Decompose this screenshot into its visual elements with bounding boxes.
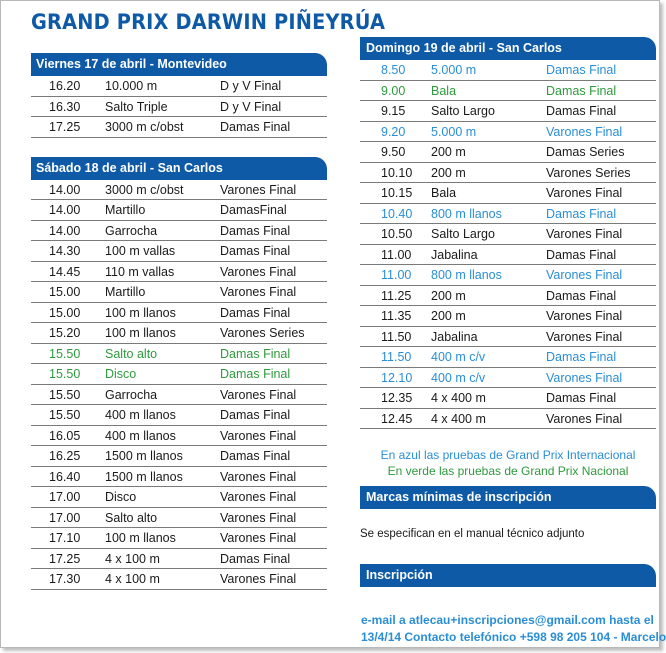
event-category: Varones Final	[220, 285, 297, 299]
event-name: 200 m	[431, 165, 466, 180]
inscripcion-line-1[interactable]: e-mail a atlecau+inscripciones@gmail.com hasta el	[361, 613, 654, 627]
event-time: 9.20	[381, 124, 406, 139]
event-time: 14.45	[49, 264, 81, 279]
event-category: Damas Final	[220, 346, 291, 361]
event-category: Varones Series	[546, 165, 631, 180]
legend-green-text: En verde las pruebas de Grand Prix Nacional	[387, 464, 629, 478]
table-row	[31, 446, 327, 467]
event-category: D y V Final	[220, 79, 282, 93]
table-row	[360, 81, 656, 102]
event-name: Salto Largo	[431, 227, 495, 241]
event-category: Damas Final	[220, 305, 291, 320]
table-row	[31, 344, 327, 365]
event-category: Varones Final	[220, 428, 297, 443]
table-row	[31, 467, 327, 488]
table-row	[31, 487, 327, 508]
event-time: 12.45	[381, 411, 413, 426]
table-row	[360, 224, 656, 245]
table-row	[360, 347, 656, 368]
event-name: 10.000 m	[105, 79, 158, 93]
table-row	[31, 549, 327, 570]
table-row	[31, 323, 327, 344]
event-name: Bala	[431, 186, 457, 200]
event-category: D y V Final	[220, 99, 282, 114]
event-category: Varones Final	[546, 124, 623, 139]
event-name: 100 m llanos	[105, 326, 176, 340]
event-time: 11.00	[381, 247, 412, 262]
table-row	[31, 385, 327, 406]
event-category: Varones Series	[220, 326, 305, 340]
color-legend	[360, 447, 656, 479]
event-name: Disco	[105, 490, 137, 504]
inscripcion-line-2: 13/4/14 Contacto telefónico +598 98 205 104 - Marcelo	[361, 630, 666, 644]
event-name: 100 m vallas	[105, 244, 176, 258]
event-name: 3000 m c/obst	[105, 182, 184, 197]
event-category: Damas Final	[220, 244, 291, 258]
event-time: 10.50	[381, 227, 413, 241]
section-header-inscripcion: Inscripción	[360, 564, 656, 587]
table-row	[31, 528, 327, 549]
table-row	[31, 241, 327, 262]
event-time: 15.50	[49, 367, 81, 381]
table-row	[31, 405, 327, 426]
event-name: Bala	[431, 83, 457, 98]
event-time: 15.00	[49, 285, 81, 299]
event-name: 400 m c/v	[431, 350, 486, 364]
table-row	[360, 327, 656, 348]
event-time: 10.40	[381, 206, 413, 221]
page-title: GRAND PRIX DARWIN PIÑEYRÚA	[31, 10, 386, 34]
marcas-text: Se especifican en el manual técnico adjunto	[360, 528, 585, 540]
event-category: Damas Final	[220, 367, 291, 381]
event-name: 200 m	[431, 288, 466, 303]
event-name: Garrocha	[105, 223, 158, 238]
event-category: Damas Final	[220, 223, 291, 238]
event-time: 15.50	[49, 346, 81, 361]
table-row	[360, 409, 656, 430]
event-name: Salto alto	[105, 510, 158, 525]
event-time: 16.30	[49, 99, 81, 114]
table-row	[360, 122, 656, 143]
event-time: 8.50	[381, 63, 406, 77]
table-row	[360, 142, 656, 163]
table-row	[360, 101, 656, 122]
section-header-domingo: Domingo 19 de abril - San Carlos	[360, 37, 656, 60]
event-name: 110 m vallas	[105, 264, 175, 279]
event-time: 11.50	[381, 350, 412, 364]
event-name: Salto Triple	[105, 99, 168, 114]
event-time: 11.50	[381, 329, 412, 344]
event-category: Varones Final	[220, 387, 297, 402]
event-time: 15.00	[49, 305, 81, 320]
event-category: Varones Final	[220, 264, 297, 279]
table-row	[31, 76, 327, 97]
event-name: 4 x 100 m	[105, 572, 160, 586]
event-category: Damas Final	[220, 408, 291, 422]
event-name: 100 m llanos	[105, 531, 176, 545]
table-row	[360, 368, 656, 389]
event-name: 800 m llanos	[431, 268, 502, 282]
table-row	[31, 426, 327, 447]
event-time: 16.40	[49, 469, 81, 484]
event-time: 17.00	[49, 490, 81, 504]
event-time: 11.35	[381, 309, 412, 323]
event-category: Varones Final	[546, 186, 623, 200]
event-time: 15.50	[49, 387, 81, 402]
event-name: Salto Largo	[431, 104, 495, 118]
schedule-table-sabado	[31, 180, 327, 590]
event-category: Varones Final	[220, 469, 297, 484]
event-name: 400 m llanos	[105, 408, 176, 422]
event-name: 3000 m c/obst	[105, 120, 184, 134]
event-time: 9.15	[381, 104, 406, 118]
event-category: Varones Final	[220, 510, 297, 525]
right-column	[360, 37, 656, 429]
event-time: 14.00	[49, 203, 81, 217]
event-time: 11.00	[381, 268, 412, 282]
event-category: Varones Final	[220, 572, 297, 586]
event-name: Martillo	[105, 203, 146, 217]
event-category: Damas Final	[546, 391, 617, 405]
event-category: Varones Final	[546, 227, 623, 241]
section-header-marcas: Marcas mínimas de inscripción	[360, 486, 656, 509]
left-column	[31, 53, 327, 590]
schedule-table-domingo	[360, 60, 656, 429]
event-name: 800 m llanos	[431, 206, 502, 221]
table-row	[360, 204, 656, 225]
legend-blue-text: En azul las pruebas de Grand Prix Internacional	[380, 448, 636, 462]
event-time: 10.15	[381, 186, 413, 200]
event-name: Jabalina	[431, 247, 478, 262]
table-row	[31, 117, 327, 138]
event-time: 14.00	[49, 182, 81, 197]
section-header-sabado: Sábado 18 de abril - San Carlos	[31, 157, 327, 180]
table-row	[31, 569, 327, 590]
event-time: 12.35	[381, 391, 413, 405]
event-name: 400 m c/v	[431, 370, 486, 385]
table-row	[31, 508, 327, 529]
table-row	[360, 183, 656, 204]
event-category: Damas Final	[220, 449, 291, 463]
event-name: 100 m llanos	[105, 305, 176, 320]
event-time: 17.30	[49, 572, 81, 586]
event-category: Damas Final	[220, 551, 291, 566]
event-time: 15.50	[49, 408, 81, 422]
event-category: Varones Final	[546, 370, 623, 385]
event-time: 9.00	[381, 83, 406, 98]
event-category: Varones Final	[220, 182, 297, 197]
table-row	[360, 60, 656, 81]
event-category: Damas Final	[546, 288, 617, 303]
event-category: Varones Final	[546, 268, 623, 282]
event-category: Damas Final	[546, 206, 617, 221]
event-name: Martillo	[105, 285, 146, 299]
event-category: Damas Final	[546, 350, 617, 364]
event-time: 15.20	[49, 326, 81, 340]
table-row	[360, 306, 656, 327]
schedule-table-viernes	[31, 76, 327, 138]
event-time: 11.25	[381, 288, 412, 303]
table-row	[360, 245, 656, 266]
event-category: Damas Final	[546, 63, 617, 77]
event-category: Damas Final	[546, 104, 617, 118]
event-time: 16.25	[49, 449, 81, 463]
table-row	[360, 163, 656, 184]
event-name: 1500 m llanos	[105, 469, 183, 484]
table-row	[31, 221, 327, 242]
table-row	[360, 388, 656, 409]
table-row	[31, 282, 327, 303]
event-name: 5.000 m	[431, 63, 477, 77]
event-name: 400 m llanos	[105, 428, 176, 443]
table-row	[31, 262, 327, 283]
table-row	[360, 265, 656, 286]
event-time: 9.50	[381, 145, 406, 159]
event-name: Disco	[105, 367, 137, 381]
event-category: Damas Series	[546, 145, 625, 159]
event-name: Jabalina	[431, 329, 478, 344]
event-name: Salto alto	[105, 346, 158, 361]
event-category: Damas Final	[546, 247, 617, 262]
table-row	[31, 364, 327, 385]
table-row	[31, 97, 327, 118]
event-name: 1500 m llanos	[105, 449, 183, 463]
event-time: 14.30	[49, 244, 81, 258]
event-time: 14.00	[49, 223, 81, 238]
event-category: Varones Final	[546, 411, 623, 426]
event-category: Varones Final	[220, 531, 297, 545]
event-time: 17.25	[49, 120, 81, 134]
event-time: 17.10	[49, 531, 81, 545]
event-name: 200 m	[431, 145, 466, 159]
table-row	[360, 286, 656, 307]
event-name: 4 x 400 m	[431, 411, 486, 426]
event-category: Damas Final	[220, 120, 291, 134]
event-category: Varones Final	[220, 490, 297, 504]
table-row	[31, 200, 327, 221]
event-time: 16.20	[49, 79, 81, 93]
event-time: 12.10	[381, 370, 413, 385]
event-category: Varones Final	[546, 329, 623, 344]
table-row	[31, 303, 327, 324]
event-name: 5.000 m	[431, 124, 477, 139]
event-time: 16.05	[49, 428, 81, 443]
section-header-viernes: Viernes 17 de abril - Montevideo	[31, 53, 327, 76]
inscripcion-contact	[361, 612, 666, 646]
event-time: 10.10	[381, 165, 413, 180]
event-category: Damas Final	[546, 83, 617, 98]
event-category: DamasFinal	[220, 203, 287, 217]
event-name: 4 x 400 m	[431, 391, 486, 405]
event-time: 17.25	[49, 551, 81, 566]
event-name: 200 m	[431, 309, 466, 323]
event-time: 17.00	[49, 510, 81, 525]
event-category: Varones Final	[546, 309, 623, 323]
table-row	[31, 180, 327, 201]
event-name: Garrocha	[105, 387, 158, 402]
event-name: 4 x 100 m	[105, 551, 160, 566]
